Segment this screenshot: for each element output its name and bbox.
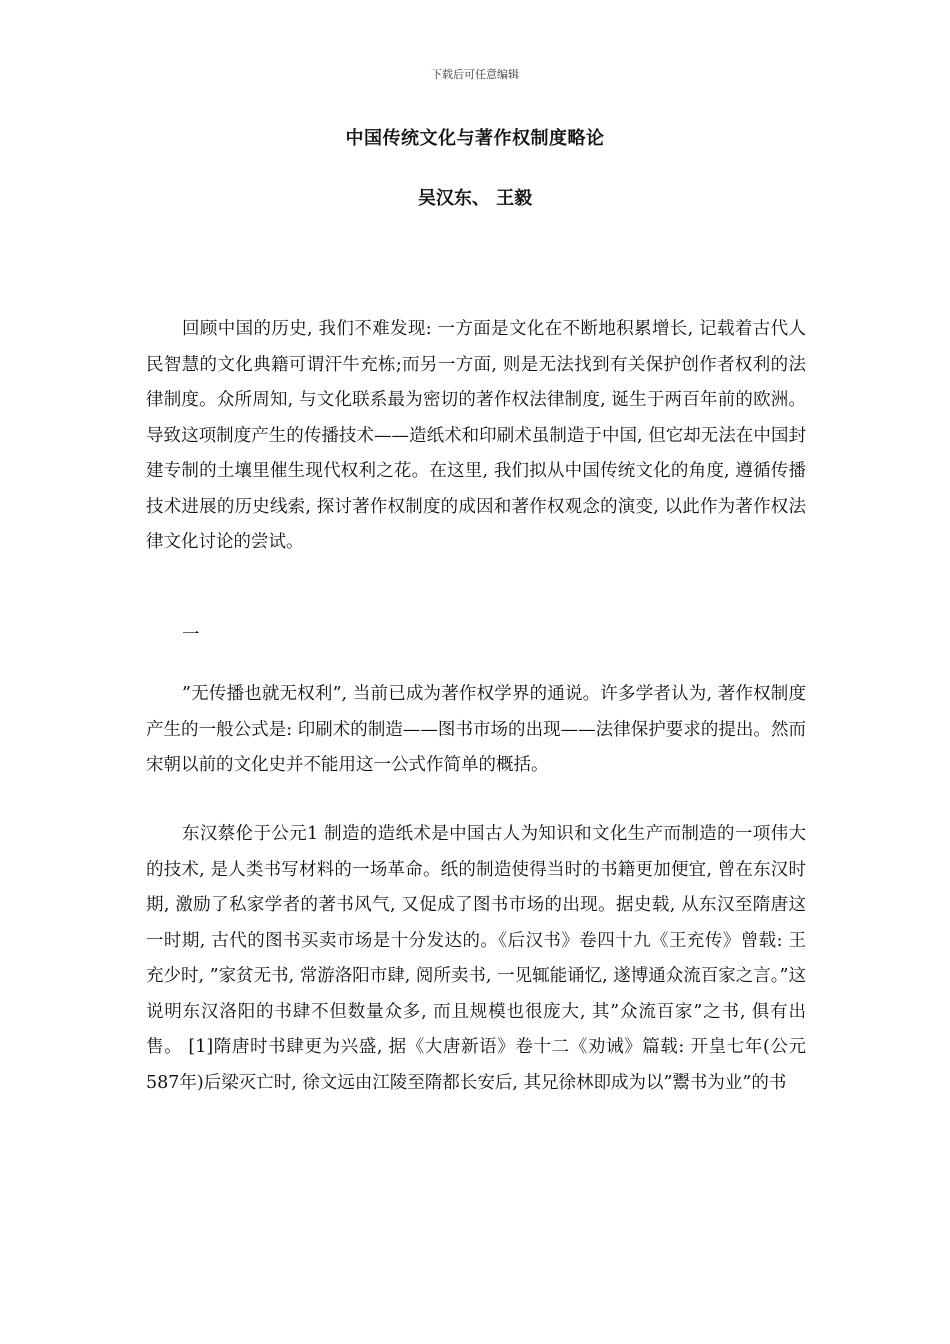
paragraph-thesis: ”无传播也就无权利”, 当前已成为著作权学界的通说。许多学者认为, 著作权制度产生的一般公式是: 印刷术的制造——图书市场的出现——法律保护要求的提出。然而宋朝以前的文化史并不能用这一公式作简单的概括。 bbox=[146, 684, 806, 775]
paragraph-history: 东汉蔡伦于公元1 制造的造纸术是中国古人为知识和文化生产而制造的一项伟大的技术, 是人类书写材料的一场革命。纸的制造使得当时的书籍更加便宜, 曾在东汉时期, 激励了私家学者的著书风气, 又促成了图书市场的出现。据史载, 从东汉至隋唐这一时期, 古代的图书买卖市场是十分发达的。《后汉书》卷四十九《王充传》曾载: 王充少时, ”家贫无书, 常游洛阳市肆, 阅所卖书, 一见辄能诵忆, 遂博通众流百家之言。”这说明东汉洛阳的书肆不但数量众多, 而且规模也很庞大, 其”众流百家”之书, 俱有出售。 [1]隋唐时书肆更为兴盛, 据《大唐新语》卷十二《劝诫》篇载: 开皇七年(公元587年)后梁灭亡时, 徐文远由江陵至隋都长安后, 其兄徐林即成为以”鬻书为业”的书 bbox=[146, 824, 806, 1093]
document-title: 中国传统文化与著作权制度略论 bbox=[345, 128, 605, 149]
document-authors: 吴汉东、 王毅 bbox=[417, 188, 533, 209]
header-note: 下载后可任意编辑 bbox=[431, 68, 519, 81]
section-heading: 一 bbox=[182, 625, 200, 645]
paragraph-intro: 回顾中国的历史, 我们不难发现: 一方面是文化在不断地积累增长, 记载着古代人民智慧的文化典籍可谓汗牛充栋;而另一方面, 则是无法找到有关保护创作者权利的法律制度。众所周知, 与文化联系最为密切的著作权法律制度, 诞生于两百年前的欧洲。导致这项制度产生的传播技术——造纸术和印刷术虽制造于中国, 但它却无法在中国封建专制的土壤里催生现代权利之花。在这里, 我们拟从中国传统文化的角度, 遵循传播技术进展的历史线索, 探讨著作权制度的成因和著作权观念的演变, 以此作为著作权法律文化讨论的尝试。 bbox=[146, 319, 806, 552]
